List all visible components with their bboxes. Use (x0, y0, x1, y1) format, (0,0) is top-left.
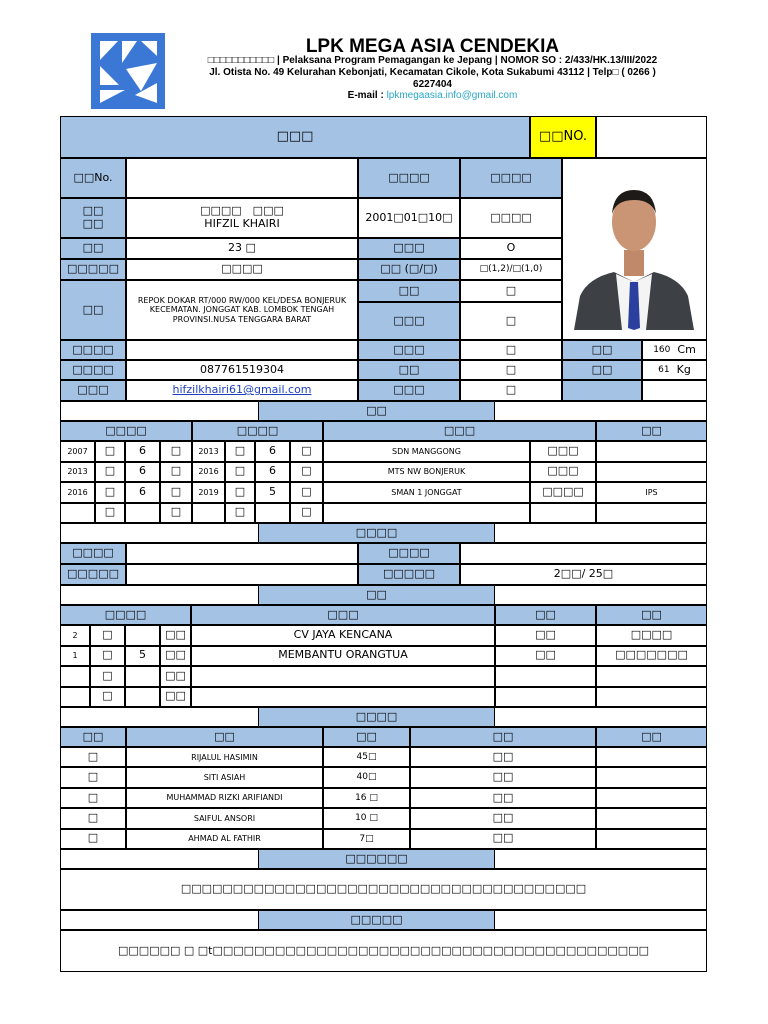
work-cell-u2[interactable]: □□ (160, 625, 191, 646)
edu-cell-e1[interactable]: □ (225, 503, 255, 524)
gender-label: □□□□ (460, 158, 562, 198)
height-value[interactable] (642, 340, 707, 360)
work-cell-u1[interactable]: □ (90, 687, 125, 708)
education-section-title: □□ (258, 401, 495, 421)
work-header-period: □□□□ (60, 605, 191, 625)
work-cell-company[interactable]: MEMBANTU ORANGTUA (191, 646, 495, 667)
edu-cell-e2[interactable]: □ (290, 462, 323, 483)
email-label: E-mail : (347, 90, 384, 101)
family-cell-name[interactable]: SITI ASIAH (126, 767, 323, 787)
edu-cell-sm[interactable]: 6 (125, 482, 160, 503)
edu-cell-e1[interactable]: □ (225, 482, 255, 503)
edu-cell-s1[interactable]: □ (95, 441, 125, 462)
family-header-name: □□ (126, 727, 323, 747)
age-label: □□ (60, 238, 126, 259)
edu-header-school: □□□ (323, 421, 596, 441)
study-r1-value[interactable] (126, 543, 358, 564)
q3-value[interactable]: □ (460, 340, 562, 360)
edu-cell-major[interactable] (596, 441, 707, 462)
vision-value[interactable]: □(1,2)/□(1,0) (460, 259, 562, 280)
edu-cell-kind[interactable] (530, 503, 596, 524)
study-r1-label: □□□□ (60, 543, 126, 564)
religion-label: □□□□□ (60, 259, 126, 280)
work-cell-c4[interactable] (596, 687, 707, 708)
edu-header-start: □□□□ (60, 421, 192, 441)
work-cell-c4[interactable]: □□□□ (596, 625, 707, 646)
edu-cell-s2[interactable]: □ (160, 503, 192, 524)
lpk-logo-icon (91, 33, 165, 109)
birth-date-label: □□□□ (358, 158, 460, 198)
edu-cell-em[interactable]: 6 (255, 441, 290, 462)
q2-label: □□□ (358, 302, 460, 340)
form-no-value[interactable] (596, 116, 707, 158)
name-label-b: □□ (82, 217, 104, 230)
work-header-company: □□□ (191, 605, 495, 625)
email-address-link[interactable]: hifzilkhairi61@gmail.com (172, 383, 312, 397)
edu-cell-major[interactable] (596, 462, 707, 483)
edu-cell-school[interactable]: MTS NW BONJERUK (323, 462, 530, 483)
mobile-label: □□□□ (60, 360, 126, 380)
family-cell-name[interactable]: SAIFUL ANSORI (126, 808, 323, 828)
edu-cell-sy[interactable]: 2013 (60, 462, 95, 483)
work-cell-m[interactable] (125, 625, 160, 646)
height-number: 160 (653, 344, 671, 355)
family-cell-rel[interactable]: □ (60, 747, 126, 767)
q1-value[interactable]: □ (460, 280, 562, 302)
work-cell-c4[interactable]: □□□□□□□ (596, 646, 707, 667)
form-no-label: □□NO. (530, 116, 596, 158)
work-cell-m[interactable] (125, 666, 160, 687)
edu-cell-s1[interactable]: □ (95, 462, 125, 483)
pr-text[interactable]: □□□□□□ □ □t□□□□□□□□□□□□□□□□□□□□□□□□□□□□□□□□□□□□□□□□□□ (60, 930, 707, 972)
family-cell-note[interactable] (596, 767, 707, 787)
q4-value[interactable]: □ (460, 360, 562, 380)
family-cell-age[interactable]: 40□ (323, 767, 410, 787)
age-value[interactable]: 23 □ (126, 238, 358, 259)
family-cell-age[interactable]: 16 □ (323, 788, 410, 808)
work-cell-u2[interactable]: □□ (160, 666, 191, 687)
weight-unit: Kg (676, 362, 691, 376)
edu-cell-em[interactable]: 5 (255, 482, 290, 503)
work-cell-c3[interactable]: □□ (495, 625, 596, 646)
work-section-title: □□ (258, 585, 495, 605)
family-section-title: □□□□ (258, 707, 495, 727)
family-cell-rel[interactable]: □ (60, 767, 126, 787)
work-cell-m[interactable]: 5 (125, 646, 160, 667)
study-r1-value2[interactable] (460, 543, 707, 564)
work-cell-company[interactable]: CV JAYA KENCANA (191, 625, 495, 646)
work-cell-u2[interactable]: □□ (160, 687, 191, 708)
family-header-job: □□ (410, 727, 596, 747)
header-line-1: □□□□□□□□□□□ | Pelaksana Program Pemagangan ke Jepang | NOMOR SO : 2/433/HK.13/III/2022 (207, 55, 658, 66)
edu-cell-s2[interactable]: □ (160, 462, 192, 483)
edu-cell-major[interactable]: IPS (596, 482, 707, 503)
edu-cell-kind[interactable]: □□□□ (530, 482, 596, 503)
family-cell-age[interactable]: 45□ (323, 747, 410, 767)
study-r2-value2[interactable]: 2□□/ 25□ (460, 564, 707, 585)
edu-cell-ey[interactable] (192, 503, 225, 524)
family-cell-name[interactable]: MUHAMMAD RIZKI ARIFIANDI (126, 788, 323, 808)
gender-value[interactable]: □□□□ (460, 198, 562, 238)
family-header-age: □□ (323, 727, 410, 747)
header-line-3: 6227404 (413, 79, 452, 90)
edu-cell-sy[interactable]: 2016 (60, 482, 95, 503)
home-phone-label: □□□□ (60, 340, 126, 360)
edu-header-major: □□ (596, 421, 707, 441)
work-cell-c3[interactable]: □□ (495, 646, 596, 667)
work-cell-y[interactable]: 1 (60, 646, 90, 667)
family-cell-note[interactable] (596, 808, 707, 828)
vision-label: □□ (□/□) (358, 259, 460, 280)
edu-cell-ey[interactable]: 2016 (192, 462, 225, 483)
weight-value[interactable] (642, 360, 707, 380)
address-value[interactable]: REPOK DOKAR RT/000 RW/000 KEL/DESA BONJERUK KECEMATAN. JONGGAT KAB. LOMBOK TENGAH PROVINSI.NUSA TENGGARA BARAT (126, 280, 358, 340)
q3-label: □□□ (358, 340, 460, 360)
applicant-photo (570, 178, 698, 330)
email-row-label: □□□ (60, 380, 126, 401)
study-r1-label2: □□□□ (358, 543, 460, 564)
work-cell-company[interactable] (191, 666, 495, 687)
work-header-col4: □□ (596, 605, 707, 625)
edu-cell-e2[interactable]: □ (290, 503, 323, 524)
edu-cell-kind[interactable]: □□□ (530, 462, 596, 483)
q5-label: □□□ (358, 380, 460, 401)
family-cell-job[interactable]: □□ (410, 808, 596, 828)
family-cell-name[interactable]: RIJALUL HASIMIN (126, 747, 323, 767)
address-label: □□ (60, 280, 126, 340)
work-cell-y[interactable] (60, 666, 90, 687)
reg-no-value[interactable] (126, 158, 358, 198)
study-r2-label: □□□□□ (60, 564, 126, 585)
q5-value[interactable]: □ (460, 380, 562, 401)
work-cell-c3[interactable] (495, 687, 596, 708)
work-cell-u2[interactable]: □□ (160, 646, 191, 667)
family-cell-note[interactable] (596, 747, 707, 767)
edu-cell-school[interactable] (323, 503, 530, 524)
edu-cell-sm[interactable] (125, 503, 160, 524)
motive-text[interactable]: □□□□□□□□□□□□□□□□□□□□□□□□□□□□□□□□□□□□□□□ (60, 869, 707, 910)
family-cell-note[interactable] (596, 788, 707, 808)
work-cell-u1[interactable]: □ (90, 666, 125, 687)
work-cell-c3[interactable] (495, 666, 596, 687)
weight-label: □□ (562, 360, 642, 380)
edu-cell-ey[interactable]: 2019 (192, 482, 225, 503)
family-cell-rel[interactable]: □ (60, 808, 126, 828)
mobile-value[interactable]: 087761519304 (126, 360, 358, 380)
edu-cell-school[interactable]: SMAN 1 JONGGAT (323, 482, 530, 503)
work-cell-u1[interactable]: □ (90, 646, 125, 667)
edu-cell-sy[interactable] (60, 503, 95, 524)
study-section-title: □□□□ (258, 523, 495, 543)
edu-cell-e1[interactable]: □ (225, 462, 255, 483)
religion-value[interactable]: □□□□ (126, 259, 358, 280)
q4-label: □□ (358, 360, 460, 380)
edu-cell-s2[interactable]: □ (160, 482, 192, 503)
edu-cell-em[interactable] (255, 503, 290, 524)
q2-value[interactable]: □ (460, 302, 562, 340)
pr-section-title: □□□□□ (258, 910, 495, 930)
height-label: □□ (562, 340, 642, 360)
header-line-2: Jl. Otista No. 49 Kelurahan Kebonjati, Kecamatan Cikole, Kota Sukabumi 43112 | Telp□ ( 0266 ) (209, 67, 656, 78)
edu-cell-major[interactable] (596, 503, 707, 524)
edu-cell-em[interactable]: 6 (255, 462, 290, 483)
work-cell-company[interactable] (191, 687, 495, 708)
edu-cell-school[interactable]: SDN MANGGONG (323, 441, 530, 462)
work-cell-u1[interactable]: □ (90, 625, 125, 646)
edu-cell-sy[interactable]: 2007 (60, 441, 95, 462)
reg-no-label: □□No. (60, 158, 126, 198)
edu-cell-e1[interactable]: □ (225, 441, 255, 462)
work-header-col3: □□ (495, 605, 596, 625)
edu-cell-s2[interactable]: □ (160, 441, 192, 462)
work-cell-c4[interactable] (596, 666, 707, 687)
edu-cell-s1[interactable]: □ (95, 482, 125, 503)
name-latin: HIFZIL KHAIRI (204, 217, 280, 230)
work-cell-y[interactable] (60, 687, 90, 708)
header-email (180, 90, 685, 101)
family-header-rel: □□ (60, 727, 126, 747)
home-phone-value[interactable] (126, 340, 358, 360)
family-cell-job[interactable]: □□ (410, 747, 596, 767)
edu-cell-e2[interactable]: □ (290, 482, 323, 503)
edu-header-end: □□□□ (192, 421, 323, 441)
study-r2-value[interactable] (126, 564, 358, 585)
family-cell-job[interactable]: □□ (410, 829, 596, 849)
name-value[interactable] (126, 198, 358, 238)
work-cell-m[interactable] (125, 687, 160, 708)
birth-date-value[interactable]: 2001□01□10□ (358, 198, 460, 238)
family-cell-age[interactable]: 10 □ (323, 808, 410, 828)
edu-cell-kind[interactable]: □□□ (530, 441, 596, 462)
blood-type-value[interactable]: O (460, 238, 562, 259)
work-cell-y[interactable]: 2 (60, 625, 90, 646)
weight-number: 61 (658, 364, 670, 375)
study-r2-label2: □□□□□ (358, 564, 460, 585)
motive-section-title: □□□□□□ (258, 849, 495, 869)
org-name: LPK MEGA ASIA CENDEKIA (305, 36, 560, 57)
edu-cell-e2[interactable]: □ (290, 441, 323, 462)
blank-label-cell (562, 380, 642, 401)
family-cell-name[interactable]: AHMAD AL FATHIR (126, 829, 323, 849)
family-cell-rel[interactable]: □ (60, 788, 126, 808)
edu-cell-s1[interactable]: □ (95, 503, 125, 524)
family-cell-age[interactable]: 7□ (323, 829, 410, 849)
email-row-value[interactable] (126, 380, 358, 401)
family-cell-rel[interactable]: □ (60, 829, 126, 849)
blood-type-label: □□□ (358, 238, 460, 259)
family-cell-job[interactable]: □□ (410, 788, 596, 808)
q1-label: □□ (358, 280, 460, 302)
family-header-note: □□ (596, 727, 707, 747)
name-label (60, 198, 126, 238)
name-kana: □□□□ □□□ (200, 204, 284, 218)
family-cell-note[interactable] (596, 829, 707, 849)
family-cell-job[interactable]: □□ (410, 767, 596, 787)
edu-cell-sm[interactable]: 6 (125, 462, 160, 483)
height-unit: Cm (677, 342, 696, 356)
name-label-a: □□ (82, 204, 104, 218)
form-title: □□□ (60, 116, 530, 158)
edu-cell-ey[interactable]: 2013 (192, 441, 225, 462)
edu-cell-sm[interactable]: 6 (125, 441, 160, 462)
email-link[interactable]: lpkmegaasia.info@gmail.com (386, 90, 518, 101)
blank-value-cell (642, 380, 707, 401)
